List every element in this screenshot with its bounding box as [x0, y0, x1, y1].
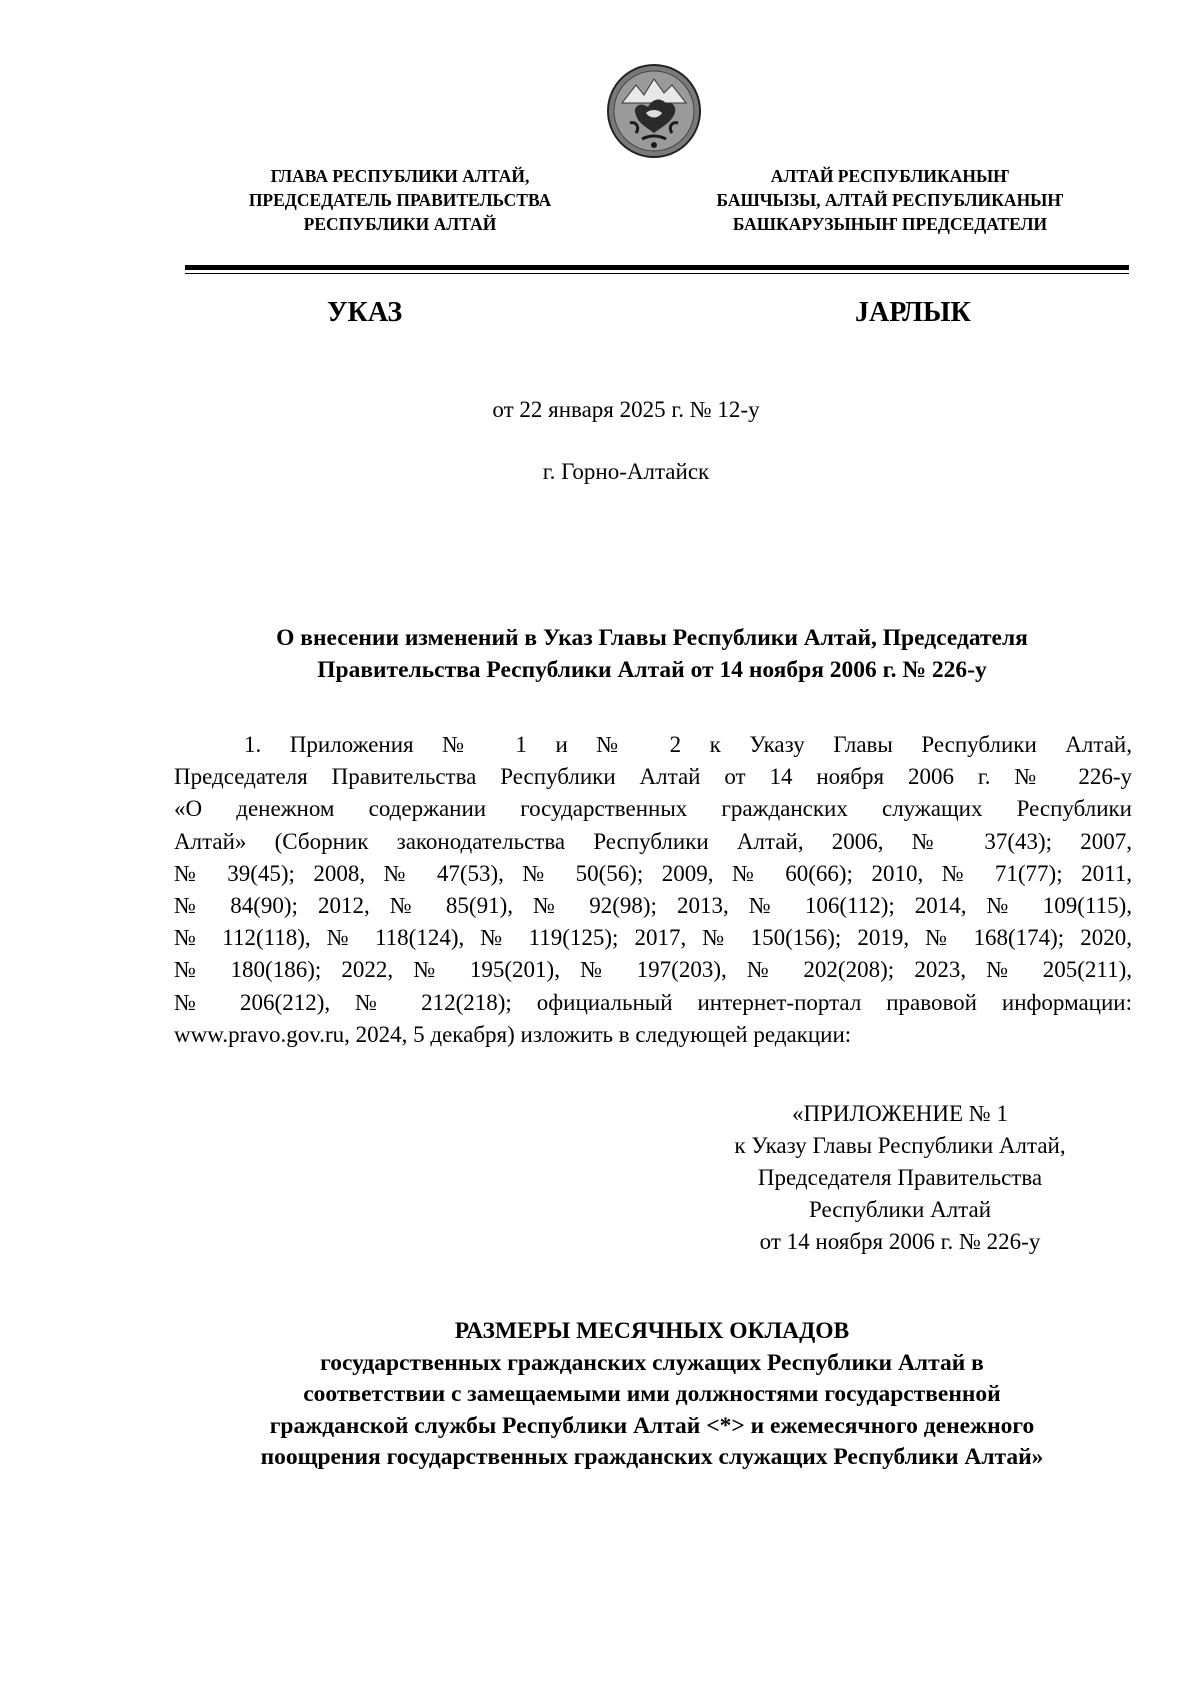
coat-of-arms-svg	[606, 63, 702, 159]
paragraph-line: № 112(118), № 118(124), № 119(125); 2017, № 150(156); 2019, № 168(174); 2020,	[174, 925, 1132, 951]
paragraph-line: № 84(90); 2012, № 85(91), № 92(98); 2013, № 106(112); 2014, № 109(115),	[174, 892, 1132, 918]
header-left-line: ПРЕДСЕДАТЕЛЬ ПРАВИТЕЛЬСТВА	[248, 190, 552, 210]
header-right-block	[680, 164, 1100, 236]
doc-type-russian: УКАЗ	[327, 297, 403, 328]
appendix-line: «ПРИЛОЖЕНИЕ № 1	[791, 1101, 1009, 1126]
document-date	[0, 396, 1200, 424]
paragraph-line: № 206(212), № 212(218); официальный интернет-портал правовой информации:	[174, 989, 1132, 1015]
appendix-line: к Указу Главы Республики Алтай,	[734, 1133, 1066, 1158]
header-right-line: АЛТАЙ РЕСПУБЛИКАНЫҤ	[770, 166, 1010, 186]
appendix-reference	[700, 1098, 1100, 1258]
document-city-text: г. Горно-Алтайск	[542, 459, 710, 484]
heading-line: РАЗМЕРЫ МЕСЯЧНЫХ ОКЛАДОВ	[454, 1318, 850, 1344]
appendix-line: Председателя Правительства	[757, 1165, 1043, 1190]
paragraph-line: 1. Приложения № 1 и № 2 к Указу Главы Республики Алтай,	[244, 732, 1132, 757]
header-right-line: БАШЧЫЗЫ, АЛТАЙ РЕСПУБЛИКАНЫҤ	[716, 190, 1064, 210]
document-title	[178, 622, 1126, 686]
paragraph-line: № 39(45); 2008, № 47(53), № 50(56); 2009, № 60(66); 2010, № 71(77); 2011,	[174, 860, 1132, 886]
header-divider-thick	[185, 265, 1129, 270]
document-city	[0, 458, 1200, 486]
header-right-line: БАШКАРУЗЫНЫҤ ПРЕДСЕДАТЕЛИ	[732, 214, 1048, 234]
heading-line: государственных гражданских служащих Республики Алтай в	[320, 1349, 984, 1376]
paragraph-line: www.pravo.gov.ru, 2024, 5 декабря) изложить в следующей редакции:	[174, 1021, 852, 1047]
appendix-line: от 14 ноября 2006 г. № 226-у	[759, 1229, 1041, 1254]
heading-line: гражданской службы Республики Алтай <*> и ежемесячного денежного	[269, 1412, 1035, 1439]
heading-line: поощрения государственных гражданских служащих Республики Алтай»	[260, 1444, 1044, 1470]
paragraph-line: № 180(186); 2022, № 195(201), № 197(203), № 202(208); 2023, № 205(211),	[174, 957, 1132, 983]
title-line: О внесении изменений в Указ Главы Республики Алтай, Председателя	[276, 625, 1028, 651]
paragraph-line: Председателя Правительства Республики Алтай от 14 ноября 2006 г. № 226-у	[174, 764, 1132, 790]
document-date-text: от 22 января 2025 г. № 12-у	[492, 397, 760, 422]
paragraph-line: Алтай» (Сборник законодательства Республики Алтай, 2006, № 37(43); 2007,	[174, 828, 1132, 854]
header-divider-thin	[185, 273, 1129, 274]
appendix-line: Республики Алтай	[808, 1197, 992, 1222]
title-line: Правительства Республики Алтай от 14 ноября 2006 г. № 226-у	[317, 657, 987, 683]
doc-type-altai: ЈАРЛЫК	[855, 297, 971, 328]
header-left-block	[190, 164, 610, 236]
body-paragraph	[174, 729, 1132, 1051]
header-left-line: РЕСПУБЛИКИ АЛТАЙ	[303, 214, 497, 234]
appendix-heading	[178, 1316, 1126, 1474]
paragraph-line: «О денежном содержании государственных гражданских служащих Республики	[174, 796, 1132, 822]
heading-line: соответствии с замещаемыми ими должностями государственной	[303, 1381, 1001, 1407]
coat-of-arms-icon	[606, 63, 702, 159]
header-left-line: ГЛАВА РЕСПУБЛИКИ АЛТАЙ,	[270, 166, 530, 186]
